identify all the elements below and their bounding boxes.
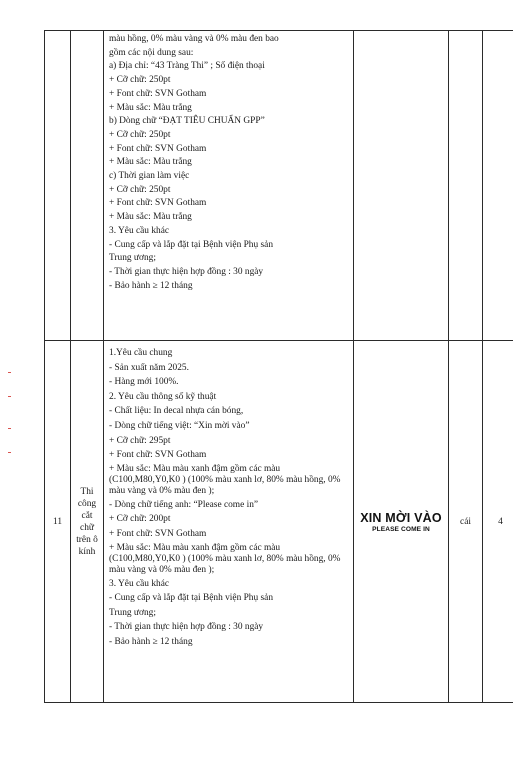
spec-line: - Dòng chữ tiếng anh: “Please come in” [109,499,259,510]
spec-line: + Màu sắc: Màu trắng [109,157,192,168]
spec-line: + Font chữ: SVN Gotham [109,143,207,154]
item-name-line: chữ [80,522,94,533]
spec-line: c) Thời gian làm việc [109,171,190,182]
spec-line: 2. Yêu cầu thông số kỹ thuật [109,391,217,402]
spec-line: gồm các nội dung sau: [109,47,194,58]
quantity-cell [483,31,513,341]
spec-line: - Dòng chữ tiếng việt: “Xin mời vào” [109,420,250,431]
spec-line: 3. Yêu cầu khác [109,578,170,589]
spec-line: + Font chữ: SVN Gotham [109,198,207,209]
row-number: 11 [45,341,71,703]
spec-line: + Font chữ: SVN Gotham [109,528,207,539]
spec-line: - Hàng mới 100%. [109,377,179,388]
spec-line: - Thời gian thực hiện hợp đồng : 30 ngày [109,622,264,633]
margin-mark [8,428,11,429]
specification-table [44,30,513,703]
spec-line: + Cỡ chữ: 250pt [109,184,171,195]
spec-line: - Chất liệu: In decal nhựa cán bóng, [109,406,244,417]
spec-line: - Sản xuất năm 2025. [109,362,189,373]
spec-line: 3. Yêu cầu khác [109,225,170,236]
item-name-line: kính [78,546,96,557]
margin-mark [8,372,11,373]
spec-line: + Cỡ chữ: 250pt [109,129,171,140]
sample-sign-subtext: PLEASE COME IN [372,525,430,533]
spec-line: màu hồng, 0% màu vàng và 0% màu đen bao [109,34,279,44]
spec-line: - Bảo hành ≥ 12 tháng [109,636,193,647]
unit-cell [449,31,483,341]
spec-line: + Cỡ chữ: 295pt [109,435,171,446]
item-name [71,31,104,341]
spec-line: - Bảo hành ≥ 12 tháng [109,280,193,291]
spec-cell [104,31,354,341]
spec-lines [104,341,353,650]
spec-line: - Cung cấp và lắp đặt tại Bệnh viện Phụ sản [109,593,274,604]
item-name-line: cắt [81,510,93,521]
spec-line: + Màu sắc: Màu trắng [109,212,192,223]
item-name-line: Thi [80,486,94,497]
spec-line: + Màu sắc: Màu màu xanh đậm gồm các màu (C100,M80,Y0,K0 ) (100% màu xanh lơ, 80% màu hồng, 0% màu vàng và 0% màu đen ); [109,542,341,575]
table-row [45,341,513,703]
spec-line: + Màu sắc: Màu màu xanh đậm gồm các màu (C100,M80,Y0,K0 ) (100% màu xanh lơ, 80% màu hồng, 0% màu vàng và 0% màu đen ); [109,463,341,496]
row-number [45,31,71,341]
spec-line: - Cung cấp và lắp đặt tại Bệnh viện Phụ sản [109,239,274,250]
sample-image-cell [354,31,449,341]
unit-cell: cái [449,341,483,703]
spec-line: + Font chữ: SVN Gotham [109,450,207,461]
margin-mark [8,396,11,397]
item-name-line: trên ô [76,534,98,545]
spec-line: + Màu sắc: Màu trắng [109,102,192,113]
item-name-line: công [77,498,97,509]
sample-sign-text: XIN MỜI VÀO [360,510,442,525]
spec-lines [104,31,353,293]
spec-line: Trung ương; [109,607,156,618]
item-name [71,341,104,703]
margin-mark [8,452,11,453]
spec-cell [104,341,354,703]
spec-line: + Cỡ chữ: 250pt [109,75,171,86]
spec-line: + Cỡ chữ: 200pt [109,514,171,525]
spec-line: + Font chữ: SVN Gotham [109,88,207,99]
spec-line: Trung ương; [109,253,156,264]
quantity-cell: 4 [483,341,513,703]
table-row [45,31,513,341]
spec-line: a) Địa chỉ: “43 Tràng Thi” ; Số điện thoại [109,61,265,72]
spec-line: b) Dòng chữ “ĐẠT TIÊU CHUẨN GPP” [109,116,265,127]
sample-image-cell [354,341,449,703]
spec-line: 1.Yêu cầu chung [109,348,173,358]
spec-line: - Thời gian thực hiện hợp đồng : 30 ngày [109,266,264,277]
